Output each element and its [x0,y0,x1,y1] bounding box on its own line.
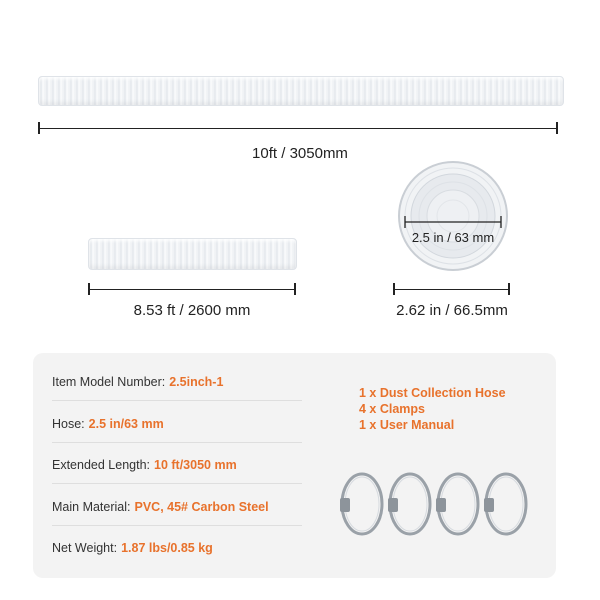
spec-value: 2.5inch-1 [169,375,224,389]
spec-label: Item Model Number: [52,375,166,389]
spec-material [52,500,269,514]
outer-diameter-label: 2.62 in / 66.5mm [396,302,508,319]
full-length-label: 10ft / 3050mm [252,145,348,162]
spec-hose [52,417,164,431]
spec-value: 1.87 lbs/0.85 kg [121,541,213,555]
compressed-length-label: 8.53 ft / 2600 mm [133,302,251,319]
hose-clamps-image [335,466,535,542]
spec-label: Hose: [52,417,85,431]
package-item-manual: 1 x User Manual [359,418,455,432]
dimension-line-outer [393,289,509,290]
divider [52,442,302,443]
spec-value: 10 ft/3050 mm [154,458,237,472]
long-hose-image [38,76,564,106]
package-item-hose: 1 x Dust Collection Hose [359,386,506,400]
hose-end-view-image [395,158,511,274]
inner-diameter-label: 2.5 in / 63 mm [411,230,495,245]
dimension-tick-right [556,122,558,134]
spec-label: Extended Length: [52,458,150,472]
compressed-hose-image [88,238,297,270]
spec-value: 2.5 in/63 mm [88,417,164,431]
divider [52,483,302,484]
spec-value: PVC, 45# Carbon Steel [134,500,269,514]
dimension-line-compressed [88,289,295,290]
spec-label: Main Material: [52,500,131,514]
spec-weight [52,541,213,555]
divider [52,400,302,401]
spec-label: Net Weight: [52,541,118,555]
dimension-tick-right [508,283,510,295]
spec-model [52,375,223,389]
package-item-clamps: 4 x Clamps [359,402,426,416]
spec-extended-length [52,458,237,472]
divider [52,525,302,526]
dimension-tick-right [294,283,296,295]
dimension-line-full [38,128,557,129]
